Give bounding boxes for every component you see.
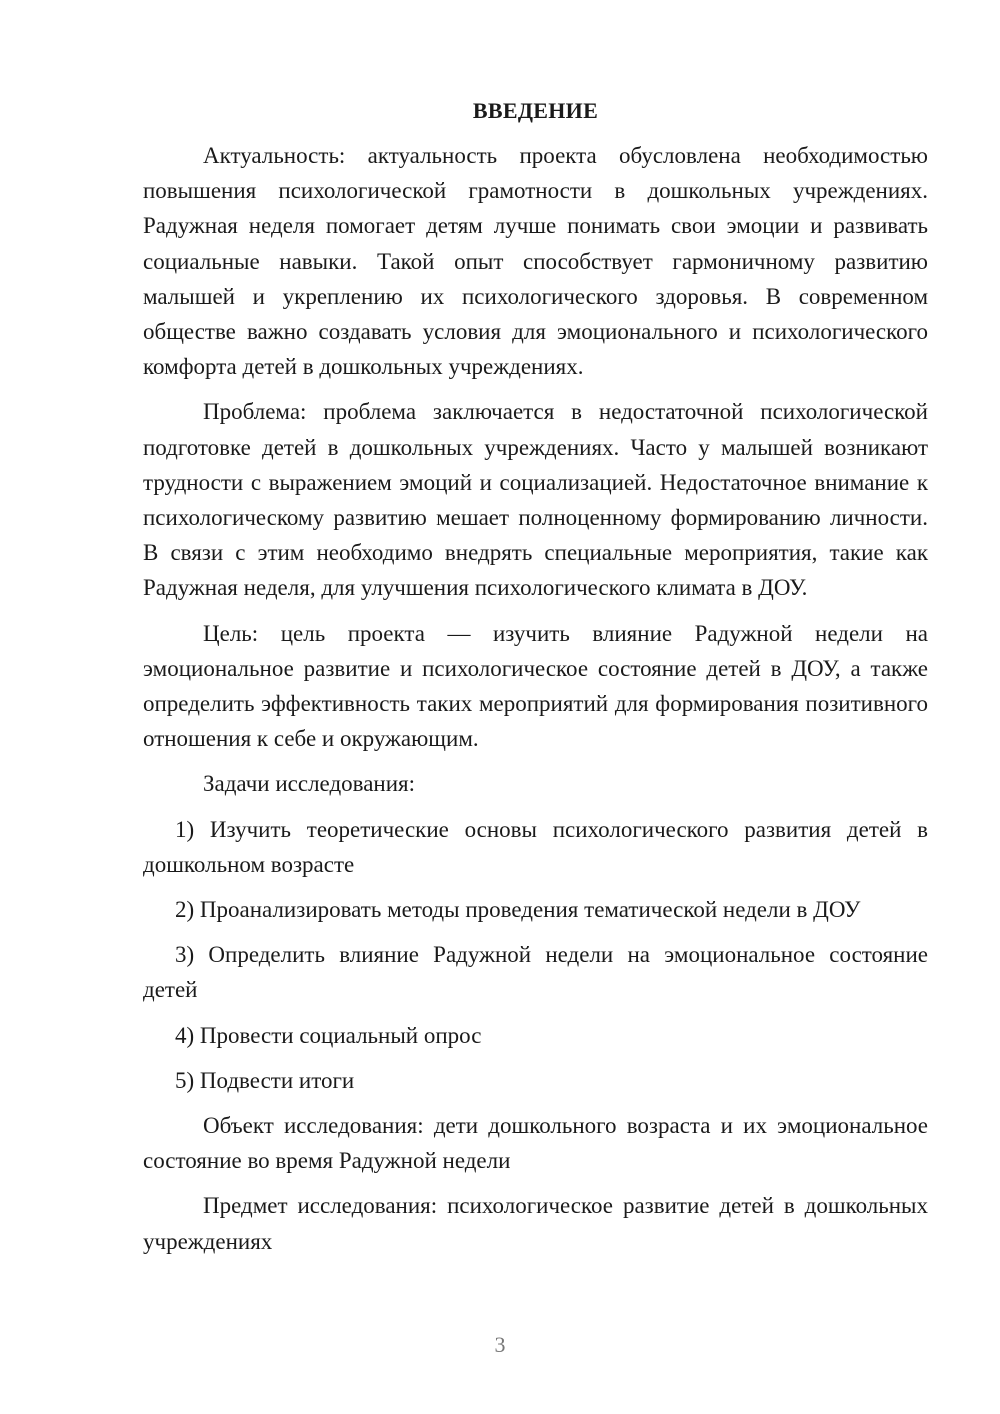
paragraph-problem: Проблема: проблема заключается в недостаточной психологической подготовке детей в дошкольных учреждениях. Часто у малышей возникают трудности с выражением эмоций и социализацией. Недостаточное внимание к психологическому развитию мешает полноценному формированию личности. В связи с этим необходимо внедрять специальные мероприятия, такие как Радужная неделя, для улучшения психологического климата в ДОУ. (143, 399, 928, 601)
task-item-5: 5) Подвести итоги (175, 1067, 355, 1093)
paragraph-object: Объект исследования: дети дошкольного возраста и их эмоциональное состояние во время Радужной недели (143, 1113, 928, 1174)
paragraph-goal: Цель: цель проекта — изучить влияние Радужной недели на эмоциональное развитие и психологическое состояние детей в ДОУ, а также определить эффективность таких мероприятий для формирования позитивного отношения к себе и окружающим. (143, 620, 928, 752)
paragraph-subject: Предмет исследования: психологическое развитие детей в дошкольных учреждениях (143, 1193, 928, 1254)
task-item-1: 1) Изучить теоретические основы психологического развития детей в дошкольном возрасте (143, 816, 928, 877)
paragraph-relevance: Актуальность: актуальность проекта обусловлена необходимостью повышения психологической грамотности в дошкольных учреждениях. Радужная неделя помогает детям лучше понимать свои эмоции и развивать социальные навыки. Такой опыт способствует гармоничному развитию малышей и укреплению их психологического здоровья. В современном обществе важно создавать условия для эмоционального и психологического комфорта детей в дошкольных учреждениях. (143, 143, 928, 380)
tasks-title: Задачи исследования: (203, 771, 416, 797)
document-page (143, 96, 928, 1269)
task-item-4: 4) Провести социальный опрос (175, 1022, 482, 1048)
page-number: 3 (494, 1332, 506, 1357)
page-title: ВВЕДЕНИЕ (472, 98, 599, 123)
task-item-3: 3) Определить влияние Радужной недели на эмоциональное состояние детей (143, 942, 928, 1003)
task-item-2: 2) Проанализировать методы проведения тематической недели в ДОУ (175, 897, 861, 923)
